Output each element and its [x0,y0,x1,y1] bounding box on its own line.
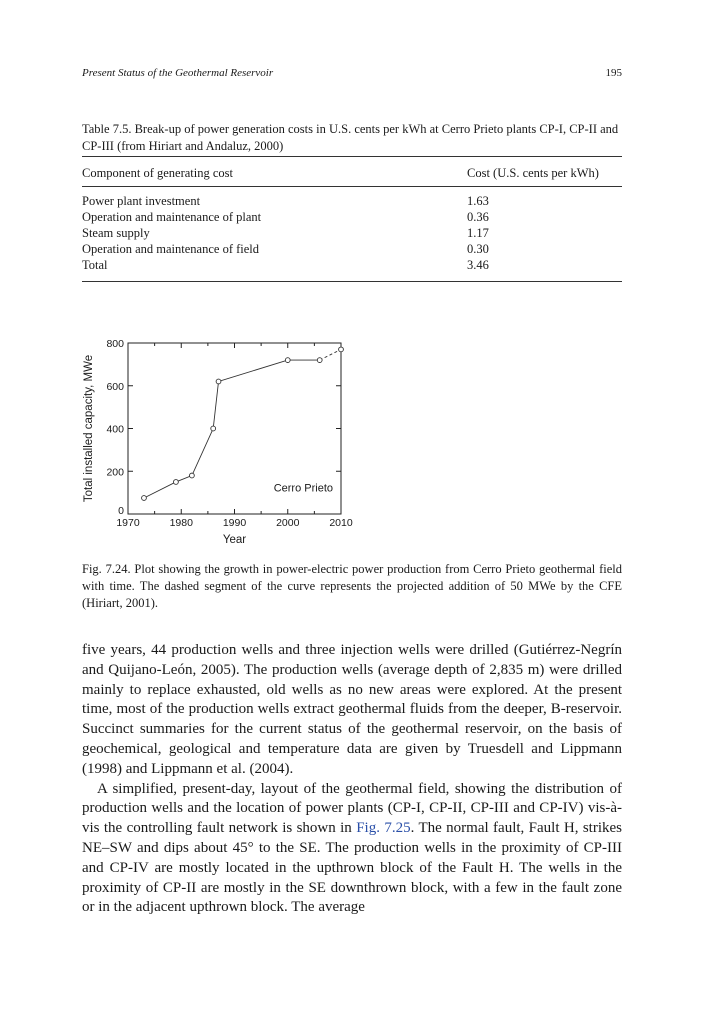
data-point [174,480,179,485]
body-paragraph: five years, 44 production wells and three injection wells were drilled (Gutiérrez-Negrín and Quijano-León, 2005). The production wells (average depth of 2,835 m) were drilled mainly to replace exhausted, old wells as no new areas were explored. At the present time, most of the production wells extract geothermal fluids from the deeper, B-reservoir. Succinct summaries for the current status of the geothermal reservoir, on the basis of geochemical, geological and temperature data are given by Truesdell and Lippmann (1998) and Lippmann et al. (2004). [82,642,622,777]
table-cell-component: Power plant investment [82,194,201,208]
x-axis-label: Year [222,534,247,546]
table-cell-cost: 1.63 [467,194,489,208]
y-tick-label: 400 [106,423,124,436]
table-cell-cost: 0.30 [467,242,489,256]
capacity-series-line [144,360,320,498]
body-paragraph-text: A simplified, present-day, layout of the geothermal field, showing the distribution of production wells and the location of power plants (CP-I, CP-II, CP-III and CP-IV) vis-à-vis the controlling fault network is shown in [82,780,622,837]
table-row [82,226,622,242]
table-header-cost: Cost (U.S. cents per kWh) [467,166,599,180]
page-number: 195 [605,67,622,79]
figure-reference-link[interactable]: Fig. 7.25 [356,820,411,837]
data-point [190,473,195,478]
table-caption: Table 7.5. Break-up of power generation costs in U.S. cents per kWh at Cerro Prieto plants CP-I, CP-II and CP-III (from Hiriart and Andaluz, 2000) [82,122,619,153]
table-row [82,242,622,258]
x-tick-label: 2010 [329,517,353,529]
data-point [211,426,216,431]
table-top-rule [82,156,622,157]
table-header-component: Component of generating cost [82,166,234,180]
data-point [285,358,290,363]
data-point [317,358,322,363]
table-cell-component: Total [82,258,108,272]
y-tick-label: 600 [106,380,124,393]
capacity-chart [78,330,368,555]
data-point [142,496,147,501]
y-tick-label: 0 [118,505,124,517]
x-tick-label: 1970 [116,517,140,529]
figure-caption: Fig. 7.24. Plot showing the growth in power-electric power production from Cerro Prieto geothermal field with time. The dashed segment of the curve represents the projected addition of 50 MWe by the CFE (Hiriart, 2001). [82,562,622,610]
chart-svg [78,330,368,555]
table-bottom-rule [82,281,622,282]
table-cell-component: Operation and maintenance of plant [82,210,262,224]
y-axis-label: Total installed capacity, MWe [83,354,95,503]
x-tick-label: 2000 [276,517,300,529]
body-paragraph-text: . The normal fault, Fault H, strikes NE–SW and dips about 45° to the SE. The production wells in the proximity of CP-III and CP-IV are mostly located in the upthrown block of the Fault H. The wells in the proximity of CP-II are mostly in the SE downthrown block, with a few in the fault zone or in the adjacent upthrown block. The average [82,820,623,916]
table-cell-cost: 3.46 [467,258,489,272]
table-row [82,258,622,274]
y-tick-label: 200 [106,466,124,479]
table-header-rule [82,186,622,187]
table-row [82,210,622,226]
running-head [82,67,622,79]
running-title: Present Status of the Geothermal Reservoir [82,67,274,79]
projected-series-line [320,349,341,360]
data-point [216,379,221,384]
table-cell-cost: 0.36 [467,210,489,224]
table-cell-cost: 1.17 [467,226,489,240]
x-tick-label: 1990 [222,517,247,529]
y-tick-label: 800 [106,338,124,350]
x-tick-label: 1980 [169,517,193,529]
table-cell-component: Steam supply [82,226,150,240]
body-paragraph [82,780,622,919]
projected-data-point [339,347,344,352]
body-text [82,641,622,918]
table-cell-component: Operation and maintenance of field [82,242,260,256]
chart-annotation: Cerro Prieto [273,482,334,495]
table-row [82,194,622,210]
